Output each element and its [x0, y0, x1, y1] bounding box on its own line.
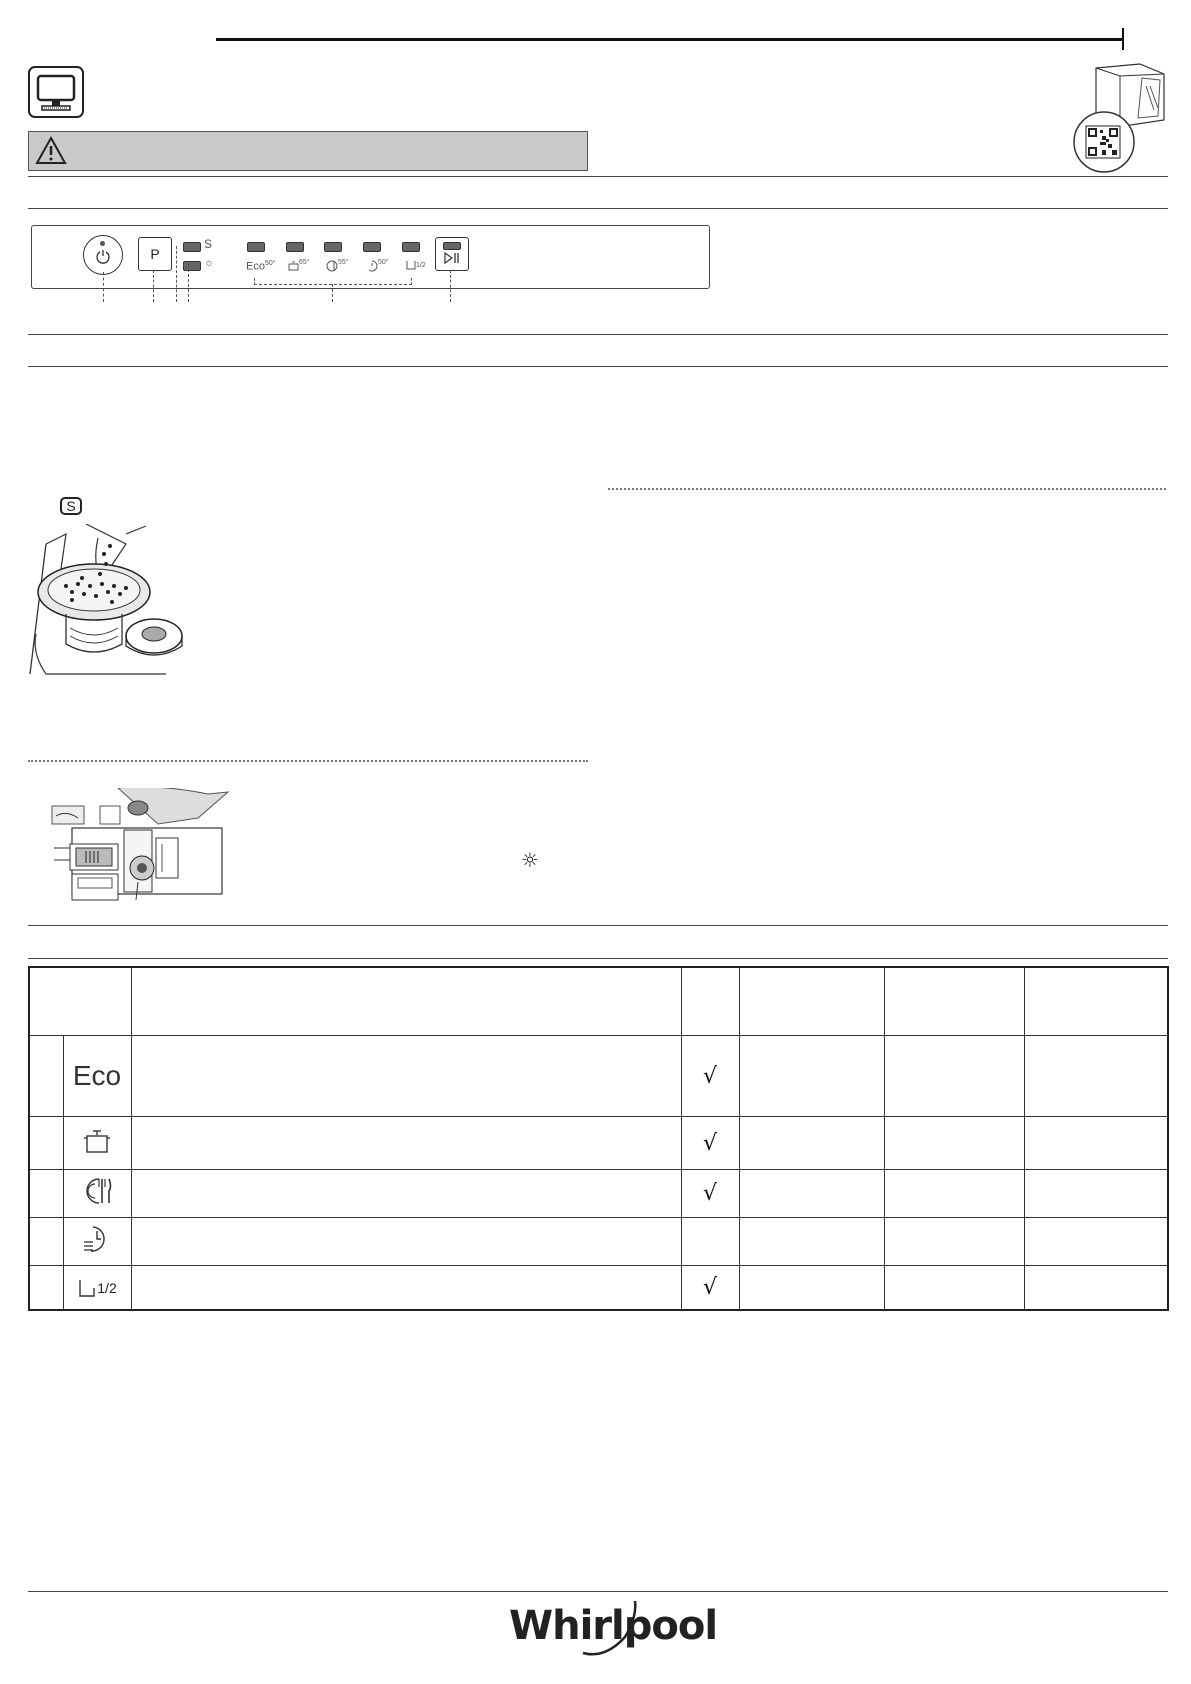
half-load-icon — [406, 260, 416, 270]
header-cell-program — [29, 967, 131, 1035]
program-label-eco: Eco$^{50^\circ}$ — [246, 260, 276, 273]
computer-monitor-icon — [28, 66, 84, 118]
section-rule-5 — [28, 925, 1168, 926]
timer-icon — [81, 1223, 113, 1255]
salt-indicator-symbol: S — [204, 237, 213, 251]
salt-reservoir-filling-illustration — [26, 524, 196, 676]
warning-triangle-icon — [35, 135, 67, 167]
table-row — [29, 1117, 1168, 1169]
program-led-intensive — [286, 242, 304, 252]
power-leader — [103, 272, 104, 302]
header-cell-col7 — [1024, 967, 1168, 1035]
section-rule-1 — [28, 176, 1168, 177]
program-bracket — [254, 278, 412, 285]
start-pause-led — [443, 242, 461, 250]
program-group-leader — [332, 284, 333, 302]
start-leader — [450, 270, 451, 302]
warning-bar — [28, 131, 588, 171]
power-icon — [95, 248, 111, 264]
whirlpool-logo — [505, 1597, 718, 1657]
play-pause-icon — [443, 252, 461, 264]
footer-rule — [28, 1591, 1168, 1592]
half-load-icon — [77, 1277, 97, 1299]
header-cell-col5 — [739, 967, 884, 1035]
program-led-half-load — [402, 242, 420, 252]
check-mark: √ — [681, 1035, 739, 1116]
header-rule — [216, 38, 1123, 41]
header-cell-col6 — [884, 967, 1024, 1035]
program-leader — [153, 270, 154, 302]
check-mark: √ — [681, 1266, 739, 1310]
power-led — [100, 241, 105, 246]
section-rule-2 — [28, 208, 1168, 209]
pot-icon — [288, 260, 299, 271]
table-header-row — [29, 967, 1168, 1035]
eco-label: Eco — [63, 1035, 131, 1116]
salt-indicator-led — [183, 242, 201, 252]
plate-cutlery-icon — [81, 1175, 113, 1207]
section-rule-6 — [28, 958, 1168, 959]
header-cell-description — [131, 967, 681, 1035]
program-button[interactable] — [138, 237, 172, 271]
pot-icon — [82, 1126, 112, 1156]
table-row — [29, 1035, 1168, 1116]
program-label-normal: 55° — [326, 259, 349, 272]
program-label-half-load: 1/2 — [406, 259, 426, 270]
half-load-label: 1/2 — [97, 1279, 117, 1296]
section-rule-4 — [28, 366, 1168, 367]
timer-icon — [366, 260, 378, 272]
header-cell-check — [681, 967, 739, 1035]
salt-symbol: S — [60, 497, 82, 515]
start-pause-button[interactable] — [435, 237, 469, 271]
rinse-aid-indicator-symbol: ☼ — [204, 257, 215, 269]
check-mark — [681, 1217, 739, 1265]
rinse-dotted-divider — [28, 760, 588, 762]
table-row — [29, 1217, 1168, 1265]
plate-cutlery-icon — [326, 260, 338, 272]
program-label-intensive: 65° — [288, 259, 310, 271]
program-led-normal — [324, 242, 342, 252]
logo-swoosh — [565, 1597, 675, 1659]
salt-dotted-divider — [608, 488, 1166, 490]
salt-leader — [176, 246, 177, 302]
brand-name: Whirlpool — [509, 1603, 718, 1649]
rinse-aid-dispenser-illustration — [48, 788, 232, 904]
section-rule-3 — [28, 334, 1168, 335]
power-button[interactable] — [83, 235, 123, 275]
check-mark: √ — [681, 1117, 739, 1169]
program-led-eco — [247, 242, 265, 252]
dishwasher-qr-code-illustration — [1072, 56, 1172, 174]
program-table — [28, 966, 1169, 1311]
rinse-leader — [188, 264, 189, 302]
check-mark: √ — [681, 1169, 739, 1217]
rinse-aid-symbol: ☼ — [521, 848, 539, 872]
table-row — [29, 1266, 1168, 1310]
rinse-aid-indicator-led — [183, 261, 201, 271]
program-button-label: P — [150, 246, 160, 262]
program-label-quick: 50° — [366, 259, 389, 272]
program-led-quick — [363, 242, 381, 252]
table-row — [29, 1169, 1168, 1217]
header-rule-end-tick — [1122, 28, 1124, 50]
